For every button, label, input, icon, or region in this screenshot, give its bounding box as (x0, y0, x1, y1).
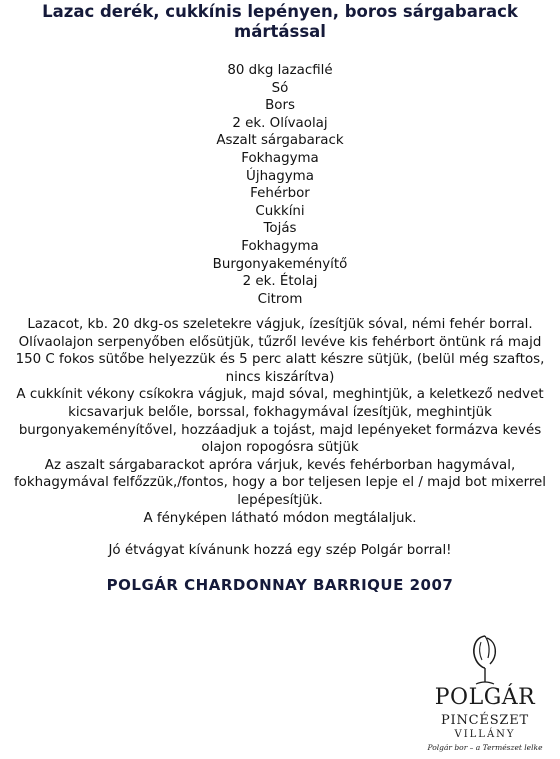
ingredient-item: Tojás (263, 221, 297, 237)
instruction-paragraph: Lazacot, kb. 20 dkg-os szeletekre vágjuk, ízesítjük sóval, némi fehér borral. Olívaolajon serpenyőben elősütjük, tűzről levéve kis fehérbort öntünk rá majd 150 C fokos sütőbe helyezzük és 5 perc alatt készre sütjük, (belül még szaftos, nincs kiszárítva) (15, 317, 545, 385)
logo-subtitle: PINCÉSZET (441, 713, 529, 728)
ingredient-item: Bors (265, 98, 295, 114)
closing-wish: Jó étvágyat kívánunk hozzá egy szép Polgár borral! (108, 543, 452, 558)
instruction-paragraph: A fényképen látható módon megtálaljuk. (143, 510, 417, 526)
logo-motto: Polgár bor – a Természet lelke (427, 743, 543, 752)
ingredient-item: Fehérbor (250, 186, 310, 202)
ingredient-list (0, 62, 560, 308)
ingredient-item: Újhagyma (246, 168, 314, 184)
instruction-paragraph: A cukkínit vékony csíkokra vágjuk, majd sóval, meghintjük, a keletkező nedvet kicsavarjuk belőle, borssal, fokhagymával ízesítjük, meghintjük burgonyakeményítővel, hozzáadjuk a tojást, majd lepényeket formázva kevés olajon ropogósra sütjük (16, 387, 544, 456)
wine-glass-icon (464, 634, 506, 686)
ingredient-item: Burgonyakeményítő (212, 256, 348, 272)
ingredient-item: Aszalt sárgabarack (216, 133, 344, 149)
instruction-paragraph: Az aszalt sárgabarackot apróra várjuk, kevés fehérborban hagymával, fokhagymával felfőzzük,/fontos, hogy a bor teljesen lepje el / majd bot mixerrel lepépesítjük. (13, 457, 547, 508)
ingredient-item: Só (271, 80, 289, 96)
winery-logo (420, 634, 550, 756)
wine-recommendation: POLGÁR CHARDONNAY BARRIQUE 2007 (106, 576, 454, 594)
instructions (8, 316, 552, 527)
ingredient-item: Fokhagyma (241, 238, 319, 254)
logo-town: VILLÁNY (454, 729, 516, 740)
ingredient-item: 80 dkg lazacfilé (227, 63, 333, 78)
recipe-title: Lazac derék, cukkínis lepényen, boros sárgabarack mártással (42, 2, 518, 41)
ingredient-item: Citrom (257, 291, 303, 307)
ingredient-item: 2 ek. Étolaj (242, 274, 318, 290)
logo-name: POLGÁR (434, 685, 536, 710)
ingredient-item: 2 ek. Olívaolaj (232, 115, 328, 131)
ingredient-item: Fokhagyma (241, 150, 319, 166)
ingredient-item: Cukkíni (255, 203, 305, 219)
